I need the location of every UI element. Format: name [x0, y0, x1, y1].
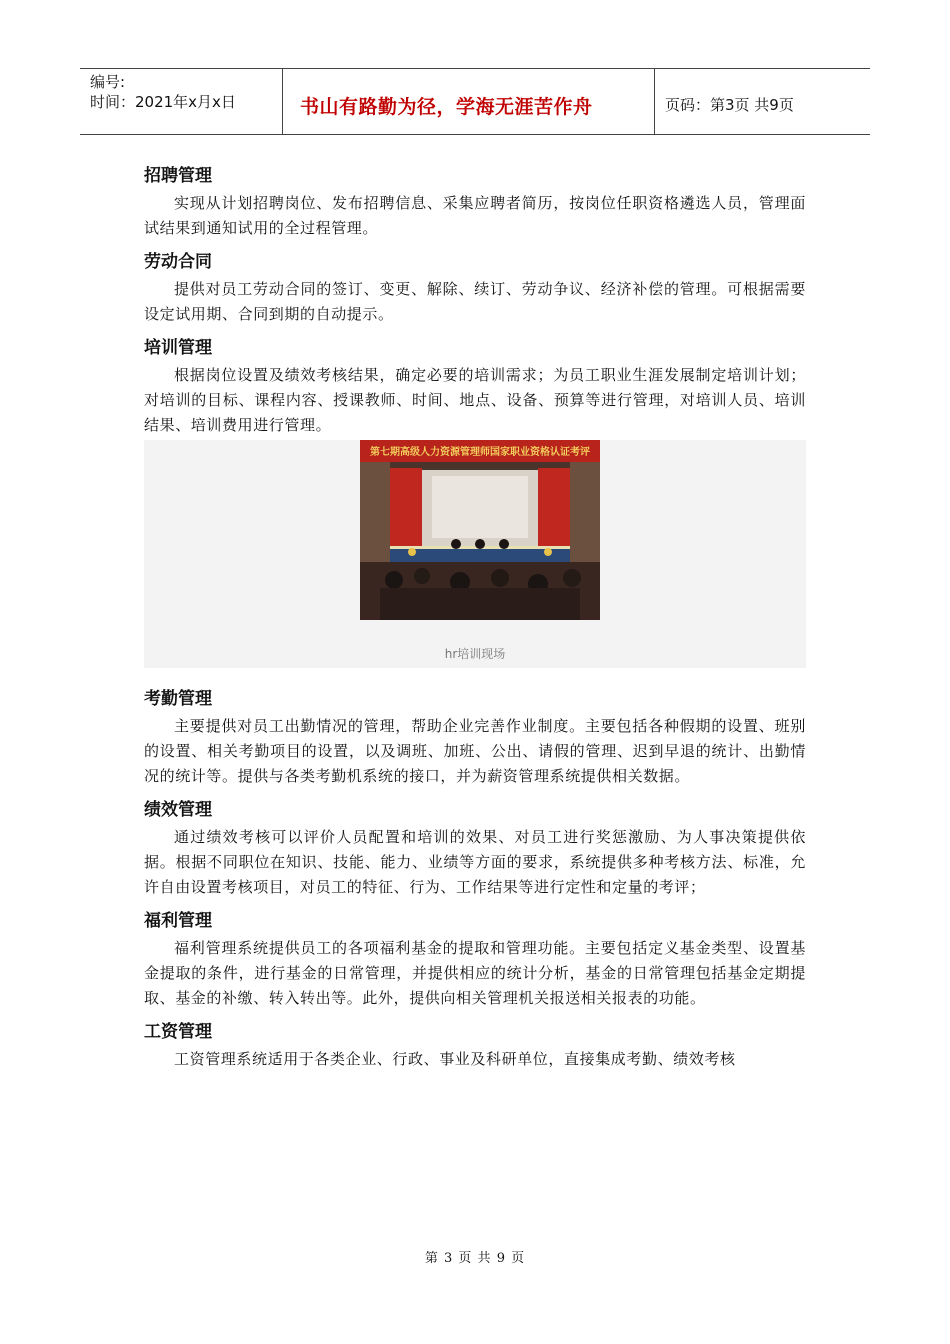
section-paragraph: 主要提供对员工出勤情况的管理，帮助企业完善作业制度。主要包括各种假期的设置、班别的设置、相关考勤项目的设置，以及调班、加班、公出、请假的管理、迟到早退的统计、出勤情况的统计等。提供与各类考勤机系统的接口，并为薪资管理系统提供相关数据。 [144, 717, 806, 785]
banner-text: 第七期高级人力资源管理师国家职业资格认证考评 [370, 447, 590, 458]
training-room-illustration [360, 440, 600, 620]
section-title: 考勤管理 [144, 689, 212, 709]
section-title: 招聘管理 [144, 166, 212, 186]
document-number-label: 编号: [90, 73, 126, 91]
section-paragraph: 提供对员工劳动合同的签订、变更、解除、续订、劳动争议、经济补偿的管理。可根据需要设定试用期、合同到期的自动提示。 [144, 280, 806, 323]
photo-caption: hr培训现场 [444, 647, 506, 661]
document-body [144, 155, 806, 1072]
page-number-label: 页码：第3页 共9页 [665, 96, 794, 114]
document-date-label: 时间：2021年x月x日 [90, 93, 236, 111]
header-motto-cell [282, 69, 655, 134]
section-paragraph: 实现从计划招聘岗位、发布招聘信息、采集应聘者简历，按岗位任职资格遴选人员，管理面试结果到通知试用的全过程管理。 [144, 194, 806, 237]
section-paragraph: 工资管理系统适用于各类企业、行政、事业及科研单位，直接集成考勤、绩效考核 [174, 1050, 736, 1068]
training-photo [360, 440, 600, 620]
section-paragraph: 福利管理系统提供员工的各项福利基金的提取和管理功能。主要包括定义基金类型、设置基金提取的条件，进行基金的日常管理，并提供相应的统计分析，基金的日常管理包括基金定期提取、基金的补缴、转入转出等。此外，提供向相关管理机关报送相关报表的功能。 [144, 939, 806, 1007]
section-title: 绩效管理 [144, 800, 212, 820]
training-photo-figure [144, 440, 806, 668]
section-title: 培训管理 [144, 338, 212, 358]
header-page-cell [655, 69, 870, 134]
header-meta-cell [80, 69, 283, 134]
page-header [80, 68, 870, 135]
section-paragraph: 通过绩效考核可以评价人员配置和培训的效果、对员工进行奖惩激励、为人事决策提供依据。根据不同职位在知识、技能、能力、业绩等方面的要求，系统提供多种考核方法、标准，允许自由设置考核项目，对员工的特征、行为、工作结果等进行定性和定量的考评； [144, 828, 806, 896]
section-title: 工资管理 [144, 1022, 212, 1042]
header-motto: 书山有路勤为径，学海无涯苦作舟 [300, 96, 593, 118]
section-paragraph: 根据岗位设置及绩效考核结果，确定必要的培训需求；为员工职业生涯发展制定培训计划；对培训的目标、课程内容、授课教师、时间、地点、设备、预算等进行管理，对培训人员、培训结果、培训费用进行管理。 [144, 366, 806, 434]
section-title: 福利管理 [144, 911, 212, 931]
page-footer: 第 3 页 共 9 页 [424, 1251, 526, 1266]
section-title: 劳动合同 [144, 252, 212, 272]
